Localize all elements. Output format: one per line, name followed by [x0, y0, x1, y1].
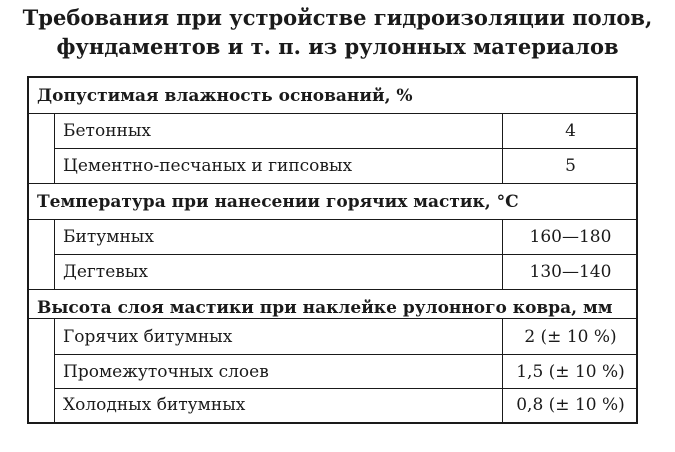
row-value-cement-gypsum: 5: [565, 156, 576, 176]
indent-column-rule: [54, 114, 55, 184]
row-name-bitumen: Битумных: [63, 227, 154, 247]
row-value-cold-bitumen: 0,8 (± 10 %): [516, 395, 625, 415]
section-heading-temperature: Температура при нанесении горячих мастик, °С: [37, 192, 519, 212]
row-value-intermediate-layers: 1,5 (± 10 %): [516, 362, 625, 382]
value-column-rule: [502, 220, 503, 290]
section-heading-layer-height: Высота слоя мастики при наклейке рулонного ковра, мм: [37, 298, 613, 318]
row-value-concrete: 4: [565, 121, 576, 141]
section-divider: [29, 318, 636, 319]
row-name-concrete: Бетонных: [63, 121, 151, 141]
document-title: [0, 3, 675, 61]
row-name-cold-bitumen: Холодных битумных: [63, 395, 246, 415]
value-column-rule: [502, 114, 503, 184]
row-name-cement-gypsum: Цементно-песчаных и гипсовых: [63, 156, 353, 176]
row-value-bitumen: 160—180: [529, 227, 612, 247]
row-value-hot-bitumen: 2 (± 10 %): [524, 327, 617, 347]
row-name-tar: Дегтевых: [63, 262, 148, 282]
indent-column-rule: [54, 220, 55, 290]
indent-column-rule: [54, 319, 55, 422]
row-name-intermediate-layers: Промежуточных слоев: [63, 362, 269, 382]
value-column-rule: [502, 319, 503, 422]
title-line-2: фундаментов и т. п. из рулонных материалов: [56, 34, 619, 59]
row-name-hot-bitumen: Горячих битумных: [63, 327, 233, 347]
section-heading-humidity: Допустимая влажность оснований, %: [37, 86, 413, 106]
title-line-1: Требования при устройстве гидроизоляции полов,: [22, 5, 653, 30]
row-value-tar: 130—140: [529, 262, 612, 282]
requirements-table: [27, 76, 638, 424]
